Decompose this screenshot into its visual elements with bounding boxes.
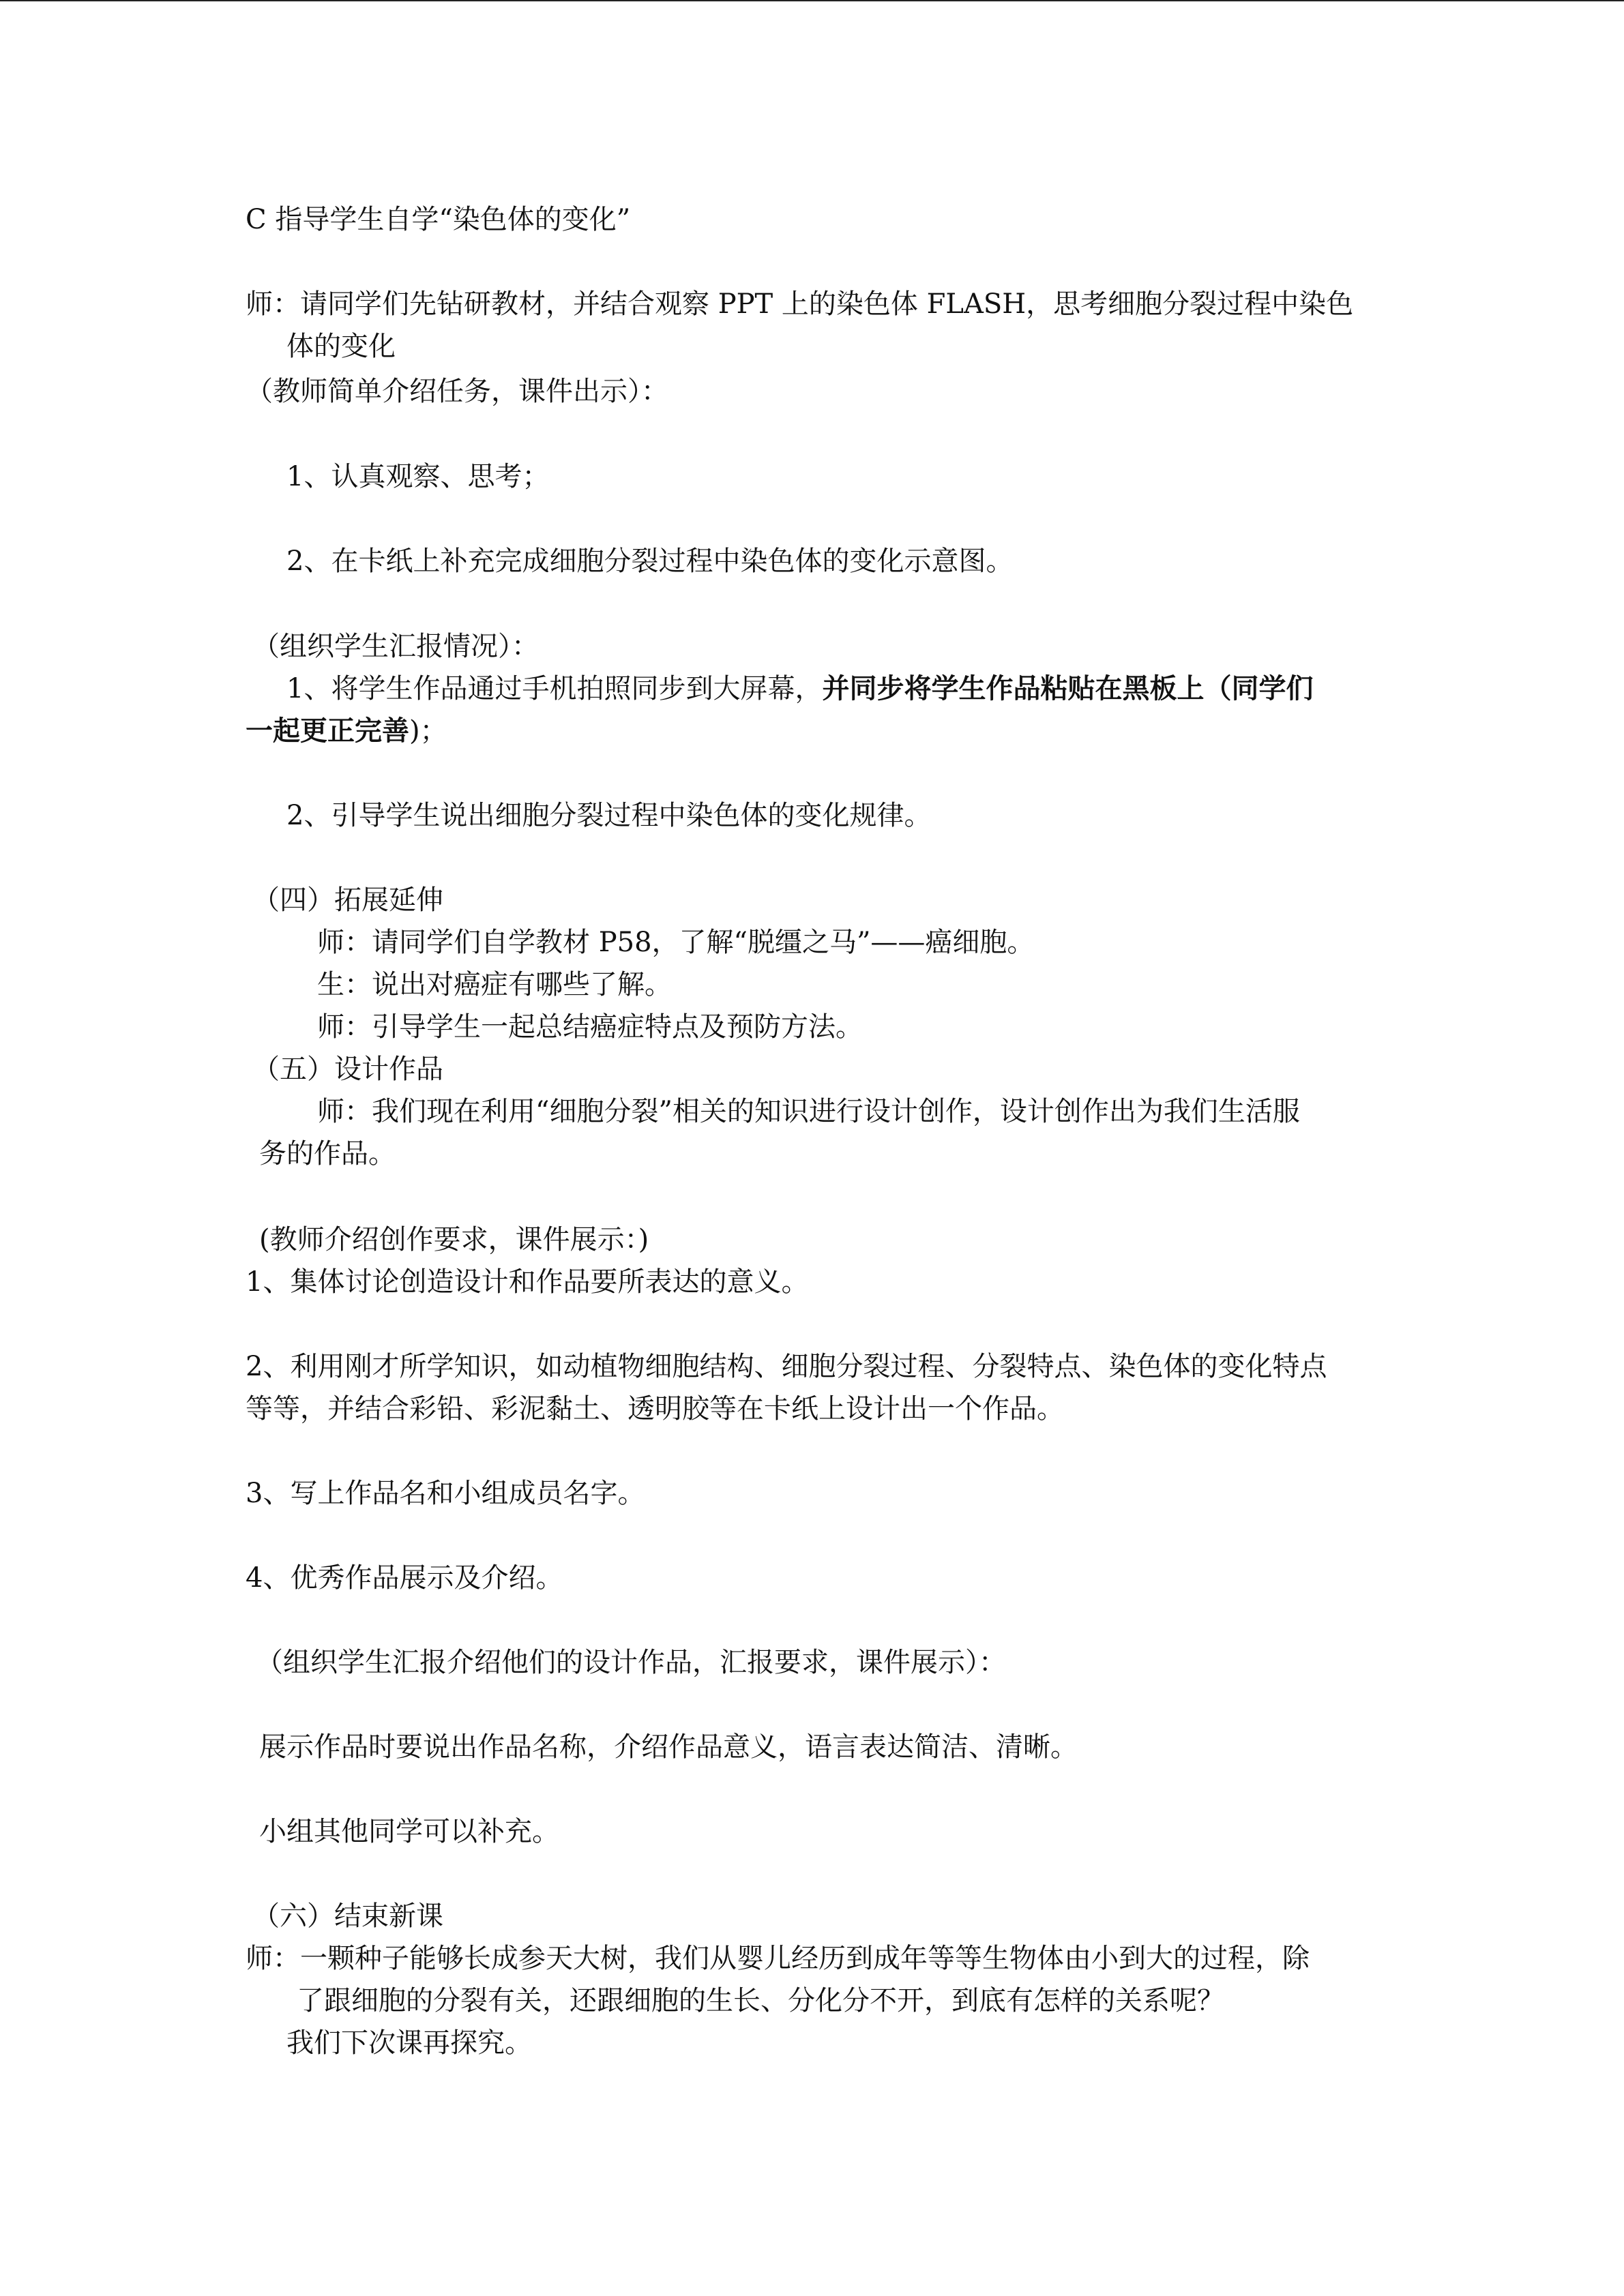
requirement-4: 4、优秀作品展示及介绍。	[246, 1562, 563, 1594]
report-1-end: )；	[409, 715, 447, 747]
report-1-bold-text: 并同步将学生作品粘贴在黑板上（同学们	[822, 672, 1314, 704]
section-5-teacher-line2: 务的作品。	[259, 1138, 396, 1169]
section-4-teacher-2: 师：引导学生一起总结癌症特点及预防方法。	[317, 1011, 863, 1043]
requirement-3: 3、写上作品名和小组成员名字。	[246, 1478, 645, 1509]
task-2: 2、在卡纸上补充完成细胞分裂过程中染色体的变化示意图。	[286, 546, 1014, 577]
teacher-intro: （教师简单介绍任务，课件出示）：	[246, 376, 668, 407]
present-requirement-2: 小组其他同学可以补充。	[259, 1816, 559, 1847]
creation-intro: (教师介绍创作要求，课件展示：)	[259, 1224, 649, 1255]
report-1-bold-cont: 一起更正完善	[246, 715, 409, 747]
report-1-line1	[286, 672, 1313, 705]
section-5-teacher-line1: 师：我们现在利用“细胞分裂”相关的知识进行设计创作，设计创作出为我们生活服	[317, 1096, 1300, 1127]
report-2: 2、引导学生说出细胞分裂过程中染色体的变化规律。	[286, 800, 932, 831]
section-c-heading: C 指导学生自学“染色体的变化”	[246, 204, 631, 235]
report-1-line2	[246, 715, 447, 747]
section-4-title: （四）拓展延伸	[252, 884, 443, 916]
section-6-title: （六）结束新课	[252, 1900, 443, 1932]
section-5-title: （五）设计作品	[252, 1054, 443, 1085]
teacher-prompt-line1: 师：请同学们先钻研教材，并结合观察 PPT 上的染色体 FLASH，思考细胞分裂过程中染色	[246, 288, 1354, 320]
teacher-prompt-line2: 体的变化	[286, 331, 396, 362]
present-requirement-1: 展示作品时要说出作品名称，介绍作品意义，语言表达简洁、清晰。	[259, 1731, 1078, 1763]
section-4-student: 生：说出对癌症有哪些了解。	[317, 969, 672, 1000]
organize-report: （组织学生汇报情况）：	[252, 631, 539, 662]
section-4-teacher-1: 师：请同学们自学教材 P58，了解“脱缰之马”——癌细胞。	[317, 927, 1035, 958]
task-1: 1、认真观察、思考；	[286, 461, 550, 492]
section-6-line2: 了跟细胞的分裂有关，还跟细胞的生长、分化分不开，到底有怎样的关系呢？	[297, 1985, 1224, 2016]
requirement-2-line2: 等等，并结合彩铅、彩泥黏土、透明胶等在卡纸上设计出一个作品。	[246, 1393, 1064, 1425]
section-6-line3: 我们下次课再探究。	[286, 2027, 532, 2059]
requirement-1: 1、集体讨论创造设计和作品要所表达的意义。	[246, 1266, 809, 1298]
section-6-line1: 师：一颗种子能够长成参天大树，我们从婴儿经历到成年等等生物体由小到大的过程，除	[246, 1943, 1310, 1974]
report-1-text: 1、将学生作品通过手机拍照同步到大屏幕，	[286, 673, 823, 704]
organize-present: （组织学生汇报介绍他们的设计作品，汇报要求，课件展示）：	[256, 1647, 1006, 1678]
requirement-2-line1: 2、利用刚才所学知识，如动植物细胞结构、细胞分裂过程、分裂特点、染色体的变化特点	[246, 1351, 1327, 1382]
